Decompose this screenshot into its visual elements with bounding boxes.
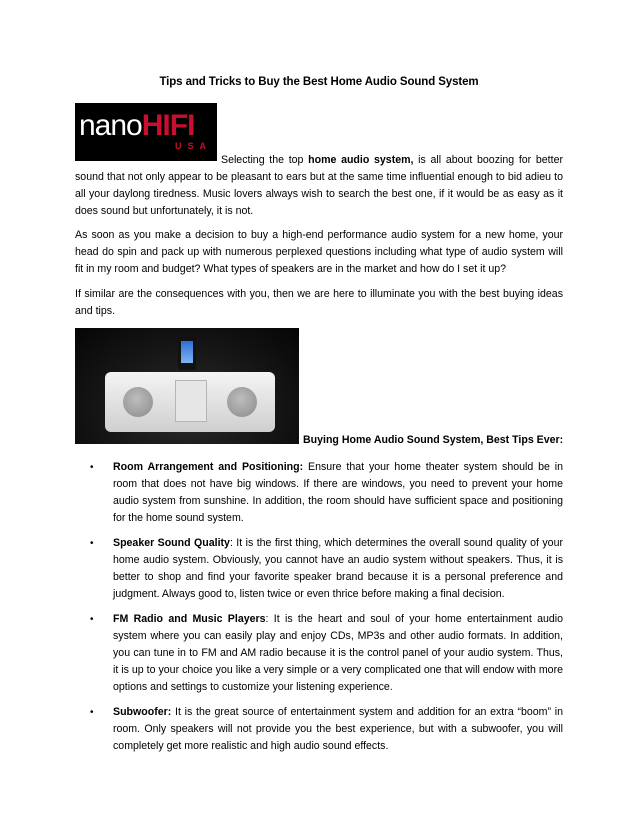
intro-paragraph: Selecting the top home audio system, is all about boozing for better sound that not only appear to be pleasant to ears but at the same time influential enough to bid adieu to all your daylong tiredness. Music lovers always wish to search the best one, if it would be as easy as it does sound but unfortunately, it is not. — [75, 154, 563, 217]
right-speaker-image — [227, 387, 257, 417]
tip-label: FM Radio and Music Players — [113, 613, 266, 625]
left-speaker-image — [123, 387, 153, 417]
dock-image — [175, 380, 207, 422]
tip-text: : It is the heart and soul of your home entertainment audio system where you can easily play and enjoy CDs, MP3s and other audio formats. In addition, you can tune in to FM and AM radio because it is the control panel of your audio system. Thus, it is up to your choice you like a very simple or a very complicated one that will endow with more options and settings to customize your listening experience. — [113, 613, 563, 693]
speaker-unit-image — [105, 372, 275, 432]
list-item — [90, 704, 563, 755]
audio-system-photo — [75, 328, 299, 444]
bullet-icon: • — [90, 707, 94, 718]
tip-text: It is the great source of entertainment system and addition for an extra “boom” in room. Only speakers will not provide you the best experience, but with a subwoofer, you will completely get more realistic and high audio sound effects. — [113, 706, 563, 752]
intro-keyword: home audio system, — [308, 154, 414, 166]
tip-label: Subwoofer: — [113, 706, 172, 718]
list-item — [90, 535, 563, 603]
list-item — [90, 459, 563, 527]
logo-text-hifi: HIFI — [141, 109, 195, 142]
bullet-icon: • — [90, 614, 94, 625]
tip-text: : It is the first thing, which determines the overall sound quality of your home audio system. Obviously, you cannot have an audio system without speakers. Thus, it is better to shop and find your favorite speaker brand because it is a personal preference and judgment. Always good to, listen twice or even thrice before making a final decision. — [113, 537, 563, 600]
tips-subheading: Buying Home Audio Sound System, Best Tips Ever: — [303, 434, 564, 446]
list-item — [90, 611, 563, 696]
paragraph-consequences: If similar are the consequences with you, then we are here to illuminate you with the best buying ideas and tips. — [75, 288, 563, 317]
logo-text-nano: nano — [79, 109, 142, 142]
tip-text: Ensure that your home theater system should be in room that does not have big windows. If there are windows, you need to prevent your home audio system from sunshine. In addition, the room should have sufficient space and positioning for the home sound system. — [113, 461, 563, 524]
tips-list — [90, 459, 563, 763]
logo-text-usa: USA — [175, 141, 213, 151]
document-title: Tips and Tricks to Buy the Best Home Audio Sound System — [159, 76, 479, 88]
tip-label: Speaker Sound Quality — [113, 537, 230, 549]
phone-image — [178, 336, 196, 370]
bullet-icon: • — [90, 538, 94, 549]
bullet-icon: • — [90, 462, 94, 473]
tip-label: Room Arrangement and Positioning: — [113, 461, 304, 473]
paragraph-decision: As soon as you make a decision to buy a high-end performance audio system for a new home, your head do spin and pack up with numerous perplexed questions including what type of audio system will fit in my room and budget? What types of speakers are in the market and how do I set it up? — [75, 229, 563, 275]
